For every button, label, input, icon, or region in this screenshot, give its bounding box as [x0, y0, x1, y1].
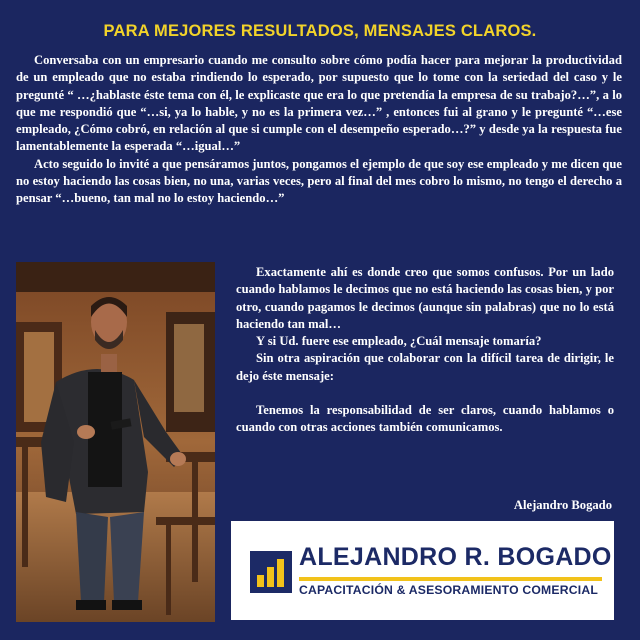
brand-divider — [299, 577, 602, 581]
intro-paragraph-1: Conversaba con un empresario cuando me consulto sobre cómo podía hacer para mejorar la productividad de un empleado que no estaba rindiendo lo esperado, por supuesto que lo tome con la seriedad del caso y le pregunté “ …¿hablaste éste tema con él, le explicaste que era lo que pretendía la empresa de su trabajo?…”, a lo que me respondió que “…si, ya lo hable, y no es la primera vez…” , entonces fui al grano y le pregunté “…ese empleado, ¿Cómo cobró, en relación al que si cumple con el desempeño esperado…?” y desde ya la respuesta fue lamentablemente la esperada “…igual…” — [16, 53, 622, 154]
author-photo — [16, 262, 215, 622]
page-title: PARA MEJORES RESULTADOS, MENSAJES CLAROS. — [103, 22, 537, 40]
intro-paragraph-2: Acto seguido lo invité a que pensáramos juntos, pongamos el ejemplo de que soy ese empleado y me dicen que no estoy haciendo las cosas bien, no una, varias veces, pero al final del mes cobro lo mismo, no tengo el derecho a pensar “…bueno, tan mal no lo estoy haciendo…” — [16, 156, 622, 206]
brand-name: ALEJANDRO R. BOGADO — [299, 543, 612, 571]
main-message — [236, 264, 614, 437]
message-paragraph-3: Sin otra aspiración que colaborar con la difícil tarea de dirigir, le dejo éste mensaje: — [236, 351, 614, 383]
brand-tagline: CAPACITACIÓN & ASESORAMIENTO COMERCIAL — [299, 583, 598, 597]
message-paragraph-4: Tenemos la responsabilidad de ser claros, cuando hablamos o cuando con otras acciones también comunicamos. — [236, 403, 614, 435]
bar-chart-logo-icon — [250, 551, 292, 593]
message-paragraph-1: Exactamente ahí es donde creo que somos confusos. Por un lado cuando hablamos le decimos que no está haciendo las cosas bien, y por otro, cuando pagamos le decimos (aunque sin palabras) que no lo está haciendo tan mal… — [236, 265, 614, 331]
message-paragraph-2: Y si Ud. fuere ese empleado, ¿Cuál mensaje tomaría? — [256, 334, 542, 349]
author-signature: Alejandro Bogado — [513, 498, 612, 512]
brand-banner — [231, 521, 614, 620]
author-photo-illustration — [16, 262, 215, 622]
intro-text — [16, 52, 622, 208]
